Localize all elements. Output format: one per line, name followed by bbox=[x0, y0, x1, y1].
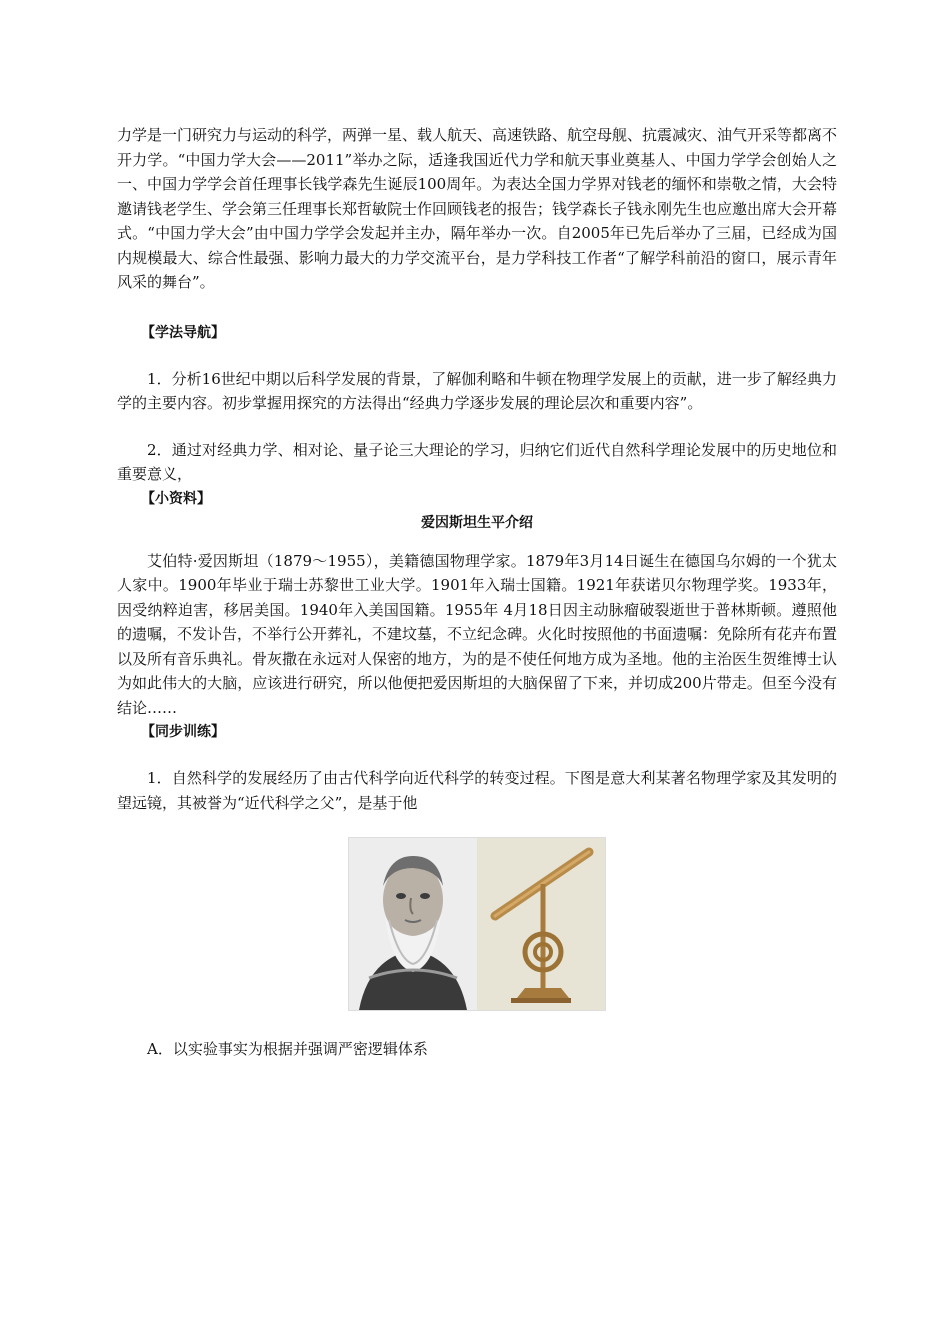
document-page bbox=[117, 123, 837, 1061]
study-guide-item-1: 1．分析16世纪中期以后科学发展的背景，了解伽利略和牛顿在物理学发展上的贡献，进一步了解经典力学的主要内容。初步掌握用探究的方法得出“经典力学逐步发展的理论层次和重要内容”。 bbox=[117, 369, 837, 412]
option-a: A．以实验事实为根据并强调严密逻辑体系 bbox=[147, 1040, 428, 1058]
intro-paragraph: 力学是一门研究力与运动的科学，两弹一星、载人航天、高速铁路、航空母舰、抗震减灾、油气开采等都离不开力学。“中国力学大会——2011”举办之际，适逢我国近代力学和航天事业奠基人、中国力学学会创始人之一、中国力学学会首任理事长钱学森先生诞辰100周年。为表达全国力学界对钱老的缅怀和崇敬之情，大会特邀请钱老学生、学会第三任理事长郑哲敏院士作回顾钱老的报告；钱学森长子钱永刚先生也应邀出席大会开幕式。“中国力学大会”由中国力学学会发起并主办，隔年举办一次。自2005年已先后举办了三届，已经成为国内规模最大、综合性最强、影响力最大的力学交流平台，是力学科技工作者“了解学科前沿的窗口，展示青年风采的舞台”。 bbox=[117, 126, 838, 291]
materials-heading: 【小资料】 bbox=[141, 490, 211, 507]
study-guide-heading: 【学法导航】 bbox=[141, 324, 225, 341]
materials-title: 爱因斯坦生平介绍 bbox=[421, 514, 533, 531]
training-question-1: 1．自然科学的发展经历了由古代科学向近代科学的转变过程。下图是意大利某著名物理学家及其发明的望远镜，其被誉为“近代科学之父”，是基于他 bbox=[117, 769, 837, 812]
materials-paragraph: 艾伯特·爱因斯坦（1879～1955），美籍德国物理学家。1879年3月14日诞生在德国乌尔姆的一个犹太人家中。1900年毕业于瑞士苏黎世工业大学。1901年入瑞士国籍。1921年获诺贝尔物理学奖。1933年，因受纳粹迫害，移居美国。1940年入美国国籍。1955年 4月18日因主动脉瘤破裂逝世于普林斯顿。遵照他的遗嘱，不发讣告，不举行公开葬礼，不建坟墓，不立纪念碑。火化时按照他的书面遗嘱：免除所有花卉布置以及所有音乐典礼。骨灰撒在永远对人保密的地方，为的是不使任何地方成为圣地。他的主治医生贺维博士认为如此伟大的大脑，应该进行研究，所以他便把爱因斯坦的大脑保留了下来，并切成200片带走。但至今没有结论…… bbox=[117, 551, 838, 717]
galileo-portrait-image bbox=[349, 838, 477, 1010]
training-heading: 【同步训练】 bbox=[141, 724, 225, 740]
study-guide-item-2: 2．通过对经典力学、相对论、量子论三大理论的学习，归纳它们近代自然科学理论发展中的历史地位和重要意义， bbox=[117, 440, 837, 483]
galileo-figure bbox=[348, 837, 606, 1011]
telescope-image bbox=[477, 838, 605, 1010]
